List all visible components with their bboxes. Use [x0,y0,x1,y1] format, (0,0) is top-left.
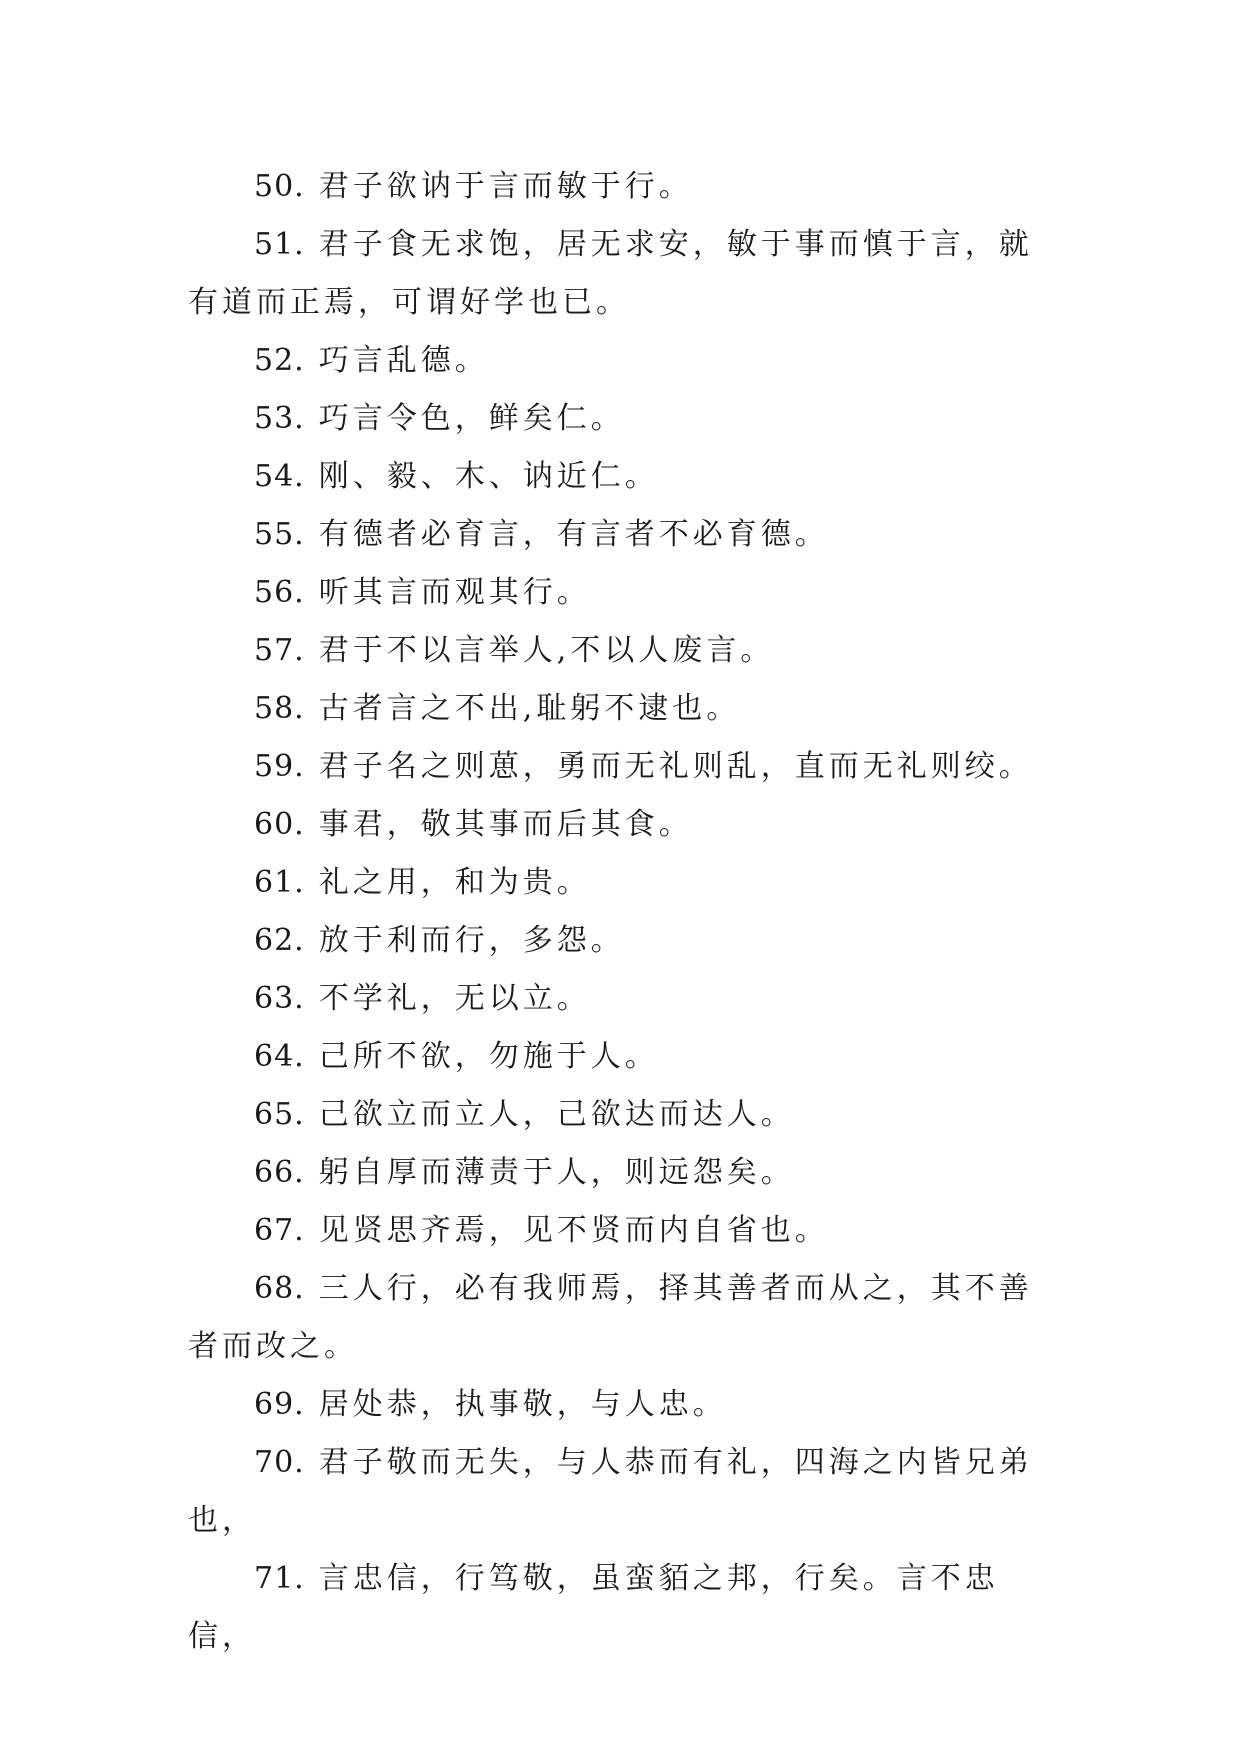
item-text: 三人行，必有我师焉，择其善者而从之，其不善者而改之。 [188,1271,1033,1364]
item-text: 君子敬而无失，与人恭而有礼，四海之内皆兄弟也， [188,1445,1033,1538]
paragraph [188,332,1048,390]
paragraph [188,738,1048,796]
item-text: 礼之用，和为贵。 [318,865,591,900]
item-number: 70. [254,1445,305,1480]
item-text: 君子食无求饱，居无求安，敏于事而慎于言，就有道而正焉，可谓好学也已。 [188,227,1033,320]
paragraph [188,158,1048,216]
item-number: 61. [254,865,305,900]
item-text: 刚、毅、木、讷近仁。 [318,459,659,494]
paragraph [188,1086,1048,1144]
paragraph [188,564,1048,622]
paragraph [188,1144,1048,1202]
item-text: 君于不以言举人,不以人废言。 [318,633,775,668]
item-text: 放于利而行，多怨。 [318,923,625,958]
item-number: 57. [254,633,305,668]
item-number: 63. [254,981,305,1016]
paragraph [188,1260,1048,1376]
item-text: 见贤思齐焉，见不贤而内自省也。 [318,1213,829,1248]
item-number: 53. [254,401,305,436]
paragraph [188,506,1048,564]
paragraph [188,796,1048,854]
item-text: 己欲立而立人，己欲达而达人。 [318,1097,795,1132]
item-number: 58. [254,691,305,726]
item-text: 古者言之不出,耻躬不逮也。 [318,691,741,726]
item-text: 听其言而观其行。 [318,575,591,610]
paragraph [188,1202,1048,1260]
paragraph [188,912,1048,970]
paragraph [188,390,1048,448]
paragraph [188,1434,1048,1550]
paragraph [188,854,1048,912]
item-number: 50. [254,169,305,204]
paragraph [188,216,1048,332]
item-number: 59. [254,749,305,784]
item-number: 65. [254,1097,305,1132]
item-text: 不学礼，无以立。 [318,981,591,1016]
paragraph [188,1028,1048,1086]
paragraph [188,622,1048,680]
item-number: 67. [254,1213,305,1248]
item-number: 60. [254,807,305,842]
item-number: 69. [254,1387,305,1422]
item-number: 64. [254,1039,305,1074]
item-number: 66. [254,1155,305,1190]
item-text: 躬自厚而薄责于人，则远怨矣。 [318,1155,795,1190]
item-text: 有德者必育言，有言者不必育德。 [318,517,829,552]
item-text: 己所不欲，勿施于人。 [318,1039,659,1074]
item-text: 事君，敬其事而后其食。 [318,807,693,842]
item-number: 54. [254,459,305,494]
paragraph [188,1550,1048,1666]
document-body [188,158,1048,1666]
item-number: 52. [254,343,305,378]
item-text: 巧言乱德。 [318,343,489,378]
paragraph [188,448,1048,506]
item-number: 68. [254,1271,305,1306]
item-number: 55. [254,517,305,552]
paragraph [188,1376,1048,1434]
item-number: 62. [254,923,305,958]
item-text: 巧言令色，鲜矣仁。 [318,401,625,436]
item-text: 君子名之则葸，勇而无礼则乱，直而无礼则绞。 [318,749,1033,784]
paragraph [188,970,1048,1028]
item-text: 居处恭，执事敬，与人忠。 [318,1387,727,1422]
item-text: 言忠信，行笃敬，虽蛮貊之邦，行矣。言不忠信， [188,1561,999,1654]
item-text: 君子欲讷于言而敏于行。 [318,169,693,204]
item-number: 71. [254,1561,305,1596]
item-number: 56. [254,575,305,610]
paragraph [188,680,1048,738]
item-number: 51. [254,227,305,262]
